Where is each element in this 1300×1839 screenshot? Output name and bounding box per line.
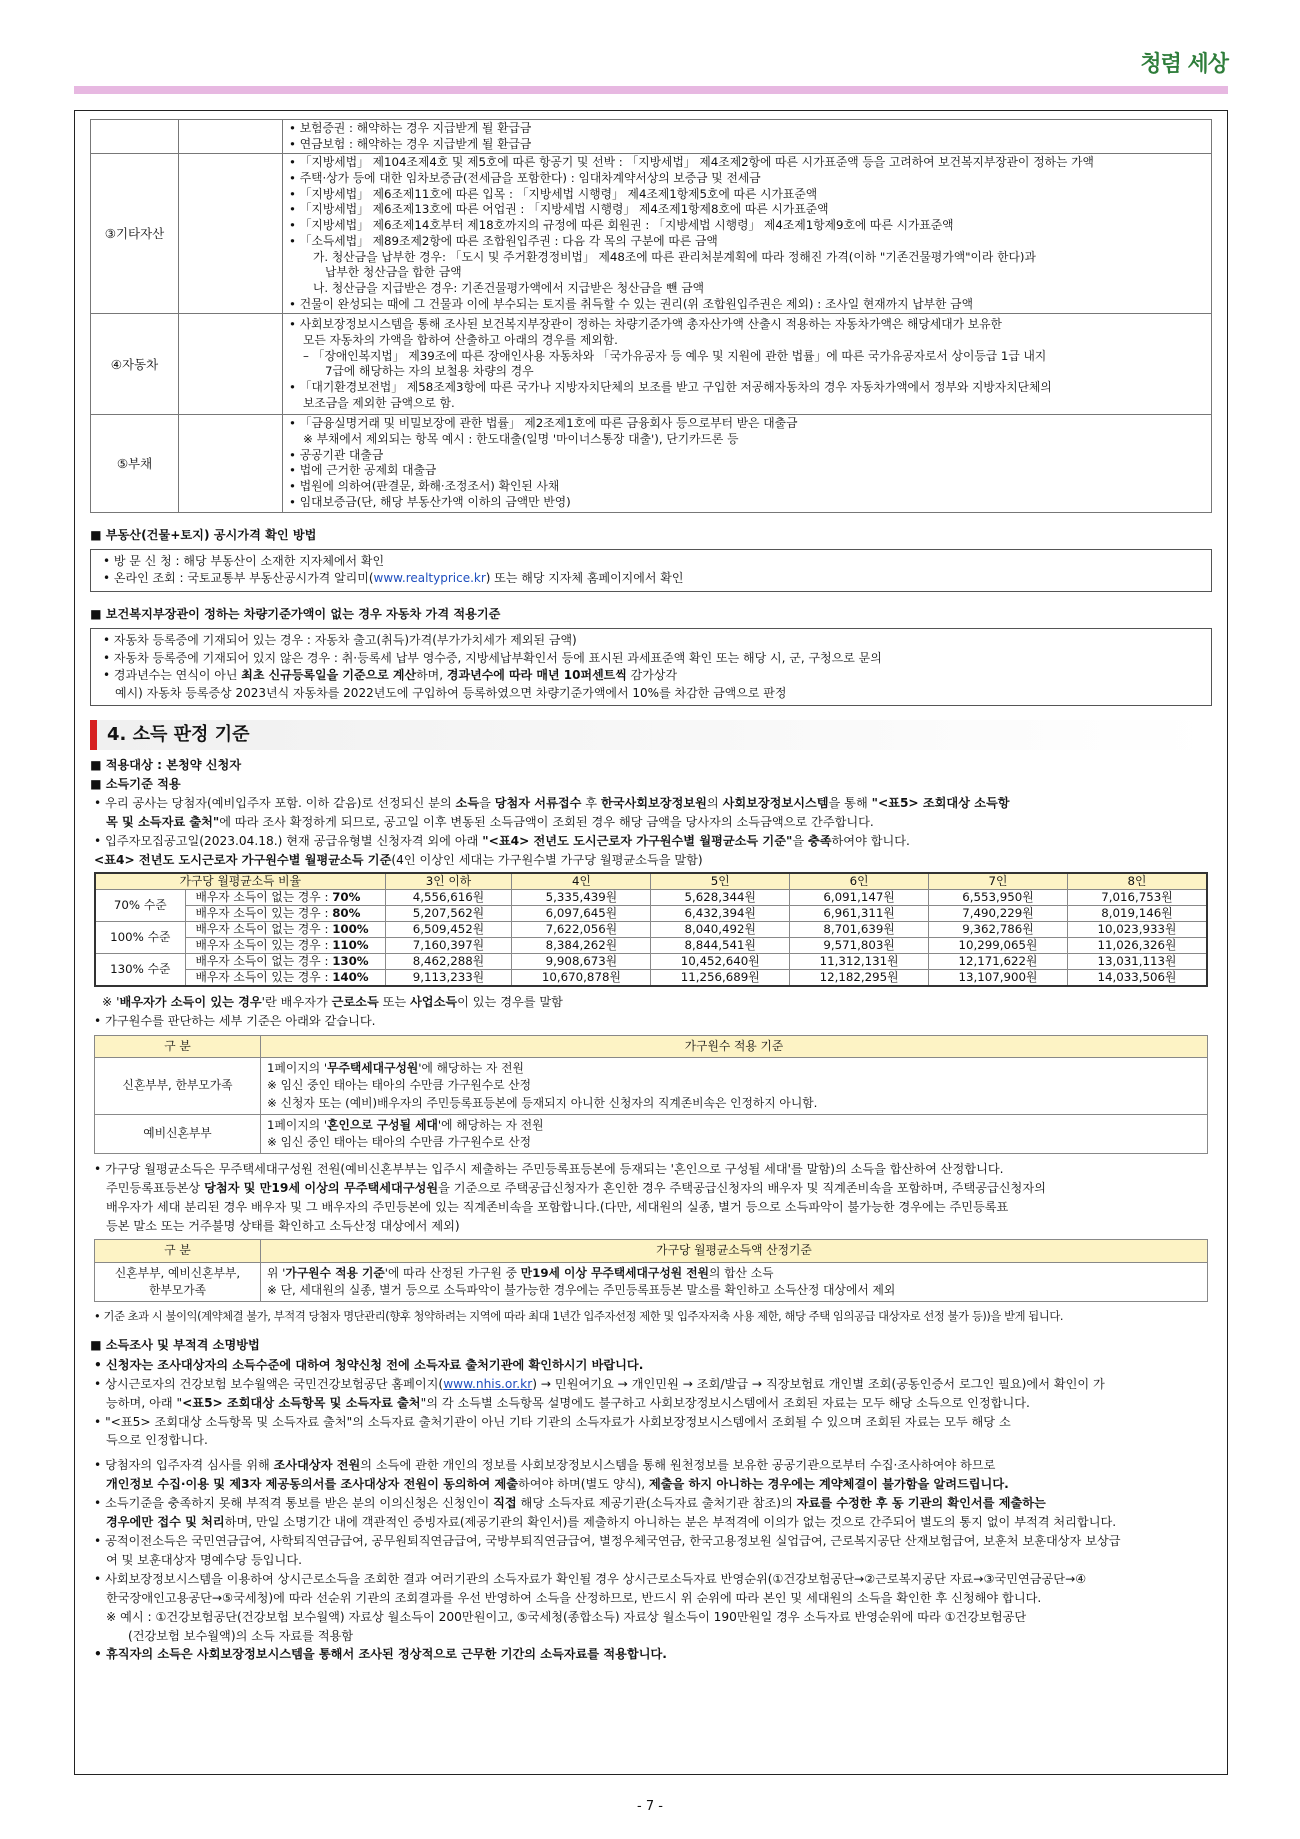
- table-row: [91, 120, 1212, 154]
- vehicle-box: • 자동차 등록증에 기재되어 있는 경우 : 자동차 출고(취득)가격(부가가치세가 제외된 금액) • 자동차 등록증에 기재되어 있지 않은 경우 : 취·등록세 납부 영수증, 지방세납부확인서 등에 표시된 과세표준액 확인 또는 해당 시, 군, 구청으로 문의 • 경과년수는 연식이 아닌 최초 신규등록일을 기준으로 계산하며, 경과년수에 따라 매년 10퍼센트씩 감가상각 예시) 자동차 등록증상 2023년식 자동차를 2022년도에 구입하여 등록하였으면 차량기준가액에서 10%를 차감한 금액으로 판정: [90, 628, 1212, 706]
- row-body: • 「금융실명거래 및 비밀보장에 관한 법률」 제2조제1호에 따른 금융회사 등으로부터 받은 대출금 ※ 부채에서 제외되는 항목 예시 : 한도대출(일명 '마이너스통장 대출'), 단기카드론 등 • 공공기관 대출금 • 법에 근거한 공제회 대출금 • 법원에 의하여(판결문, 화해·조정조서) 확인된 사채 • 임대보증금(단, 해당 부동산가액 이하의 금액만 반영): [283, 415, 1212, 512]
- page-number: - 7 -: [637, 1799, 663, 1814]
- row-label: [91, 120, 179, 154]
- table-header-row: 구 분 가구원수 적용 기준: [95, 1036, 1208, 1058]
- table-row: 130% 수준 배우자 소득이 없는 경우 : 130% 8,462,288원 9,908,673원 10,452,640원 11,312,131원 12,171,622원 13,031,113원: [95, 954, 1207, 970]
- row-label: ⑤부채: [91, 415, 179, 512]
- table-header-row: 구 분 가구당 월평균소득액 산정기준: [95, 1240, 1208, 1262]
- household-table: [94, 1035, 1208, 1154]
- survey-heading: ■ 소득조사 및 부적격 소명방법: [90, 1338, 260, 1353]
- realestate-box: • 방 문 신 청 : 해당 부동산이 소재한 지자체에서 확인 • 온라인 조회 : 국토교통부 부동산공시가격 알리미(www.realtyprice.kr) 또는 해당 지자체 홈페이지에서 확인: [90, 549, 1212, 592]
- table-header-row: 가구당 월평균소득 비율 3인 이하 4인 5인 6인 7인 8인: [95, 873, 1207, 890]
- table-row: 신혼부부, 한부모가족 1페이지의 '무주택세대구성원'에 해당하는 자 전원 ※ 임신 중인 태아는 태아의 수만큼 가구원수로 산정 ※ 신청자 또는 (예비)배우자의 주민등록표등본에 등재되지 아니한 신청자의 직계존비속은 인정하지 아니함.: [95, 1058, 1208, 1114]
- table-row: 배우자 소득이 있는 경우 : 110% 7,160,397원 8,384,262원 8,844,541원 9,571,803원 10,299,065원 11,026,326원: [95, 938, 1207, 954]
- nhis-link[interactable]: www.nhis.or.kr: [443, 1376, 533, 1391]
- realestate-heading: ■ 부동산(건물+토지) 공시가격 확인 방법: [90, 527, 317, 542]
- row-label: ③기타자산: [91, 154, 179, 314]
- table-row: 신혼부부, 예비신혼부부, 한부모가족 위 '가구원수 적용 기준'에 따라 산정된 가구원 중 만19세 이상 무주택세대구성원 전원의 합산 소득 ※ 단, 세대원의 실종, 별거 등으로 소득파악이 불가능한 경우에는 주민등록표등본 말소를 확인하고 소득산정 대상에서 제외: [95, 1262, 1208, 1301]
- table-row: 배우자 소득이 있는 경우 : 80% 5,207,562원 6,097,645원 6,432,394원 6,961,311원 7,490,229원 8,019,146원: [95, 906, 1207, 922]
- table-row: [91, 154, 1212, 314]
- table-row: [91, 415, 1212, 512]
- table-caption: <표4> 전년도 도시근로자 가구원수별 월평균소득 기준: [94, 852, 392, 867]
- realtyprice-link[interactable]: www.realtyprice.kr: [373, 571, 486, 586]
- table-row: 예비신혼부부 1페이지의 '혼인으로 구성될 세대'에 해당하는 자 전원 ※ 임신 중인 태아는 태아의 수만큼 가구원수로 산정: [95, 1114, 1208, 1153]
- asset-table: [90, 119, 1212, 513]
- table-row: 배우자 소득이 있는 경우 : 140% 9,113,233원 10,670,878원 11,256,689원 12,182,295원 13,107,900원 14,033,506원: [95, 970, 1207, 987]
- survey-section: • 신청자는 조사대상자의 소득수준에 대하여 청약신청 전에 소득자료 출처기관에 확인하시기 바랍니다. • 상시근로자의 건강보험 보수월액은 국민건강보험공단 홈페이지(www.nhis.or.kr) → 민원여기요 → 개인민원 → 조회/발급 → 직장보험료 개인별 조회(공동인증서 로그인 필요)에서 확인이 가 능하며, 아래 "<표5> 조회대상 소득항목 및 소득자료 출처"의 각 소득별 소득항목 설명에도 불구하고 사회보장정보시스템에서 조회된 자료는 모두 해당 소득으로 인정합니다. • "<표5> 조회대상 소득항목 및 소득자료 출처"의 소득자료 출처기관이 아닌 기타 기관의 소득자료가 사회보장정보시스템에서 조회될 수 있으며 조회된 자료는 모두 해당 소 득으로 인정합니다. • 당첨자의 입주자격 심사를 위해 조사대상자 전원의 소득에 관한 개인의 정보를 사회보장정보시스템을 통해 원천정보를 보유한 공공기관으로부터 수집·조사하여야 하므로 개인정보 수집·이용 및 제3자 제공동의서를 조사대상자 전원이 동의하여 제출하여야 하며(별도 양식), 제출을 하지 아니하는 경우에는 계약체결이 불가함을 알려드립니다. • 소득기준을 충족하지 못해 부적격 통보를 받은 분의 이의신청은 신청인이 직접 해당 소득자료 제공기관(소득자료 출처기관 참조)의 자료를 수정한 후 동 기관의 확인서를 제출하는 경우에만 접수 및 처리하며, 만일 소명기간 내에 객관적인 증빙자료(제공기관의 확인서)를 제출하지 아니하는 분은 부적격에 이의가 없는 것으로 간주되어 별도의 통지 없이 부적격 처리합니다. • 공적이전소득은 국민연금급여, 사학퇴직연금급여, 공무원퇴직연금급여, 국방부퇴직연금급여, 별정우체국연금, 한국고용정보원 실업급여, 근로복지공단 산재보험급여, 보훈처 보훈대상자 보상급 여 및 보훈대상자 명예수당 등입니다. • 사회보장정보시스템을 이용하여 상시근로소득을 조회한 결과 여러기관의 소득자료가 확인될 경우 상시근로소득자료 반영순위(①건강보험공단→②근로복지공단 자료→③국민연금공단→④ 한국장애인고용공단→⑤국세청)에 따라 선순위 기관의 조회결과를 우선 반영하여 소득을 산정하므로, 반드시 위 순위에 따라 본인 및 세대원의 소득을 확인한 후 신청해야 합니다. ※ 예시 : ①건강보험공단(건강보험 보수월액) 자료상 월소득이 200만원이고, ⑤국세청(종합소득) 자료상 월소득이 190만원일 경우 소득자료 반영순위에 따라 ①건강보험공단 (건강보험 보수월액)의 소득 자료를 적용함 • 휴직자의 소득은 사회보장정보시스템을 통해서 조사된 정상적으로 근무한 기간의 소득자료를 적용합니다.: [94, 1357, 1121, 1662]
- row-body: • 「지방세법」 제104조제4호 및 제5호에 따른 항공기 및 선박 : 「지방세법」 제4조제2항에 따른 시가표준액 등을 고려하여 보건복지부장관이 정하는 가액 • 주택·상가 등에 대한 임차보증금(전세금을 포함한다) : 임대차계약서상의 보증금 및 전세금 • 「지방세법」 제6조제11호에 따른 입목 : 「지방세법 시행령」 제4조제1항제5호에 따른 시가표준액 • 「지방세법」 제6조제13호에 따른 어업권 : 「지방세법 시행령」 제4조제1항제8호에 따른 시가표준액 • 「지방세법」 제6조제14호부터 제18호까지의 규정에 따른 회원권 : 「지방세법 시행령」 제4조제1항제9호에 따른 시가표준액 • 「소득세법」 제89조제2항에 따른 조합원입주권 : 다음 각 목의 구분에 따른 금액 가. 청산금을 납부한 경우: 「도시 및 주거환경정비법」 제48조에 따른 관리처분계획에 따라 정해진 가격(이하 "기존건물평가액"이라 한다)과 납부한 청산금을 합한 금액 나. 청산금을 지급받은 경우: 기존건물평가액에서 지급받은 청산금을 뺀 금액 • 건물이 완성되는 때에 그 건물과 이에 부수되는 토지를 취득할 수 있는 권리(위 조합원입주권은 제외) : 조사일 현재까지 납부한 금액: [283, 154, 1212, 314]
- chapter-title: 4. 소득 판정 기준: [90, 720, 1212, 750]
- logo: [1140, 50, 1228, 80]
- row-body: • 사회보장정보시스템을 통해 조사된 보건복지부장관이 정하는 차량기준가액 총자산가액 산출시 적용하는 자동차가액은 해당세대가 보유한 모든 자동차의 가액을 합하여 산출하고 아래의 경우를 제외함. – 「장애인복지법」 제39조에 따른 장애인사용 자동차와 「국가유공자 등 예우 및 지원에 관한 법률」에 따른 국가유공자로서 상이등급 1급 내지 7급에 해당하는 자의 보철용 차량의 경우 • 「대기환경보전법」 제58조제3항에 따른 국가나 지방자치단체의 보조를 받고 구입한 저공해자동차의 경우 자동차가액에서 정부와 지방자치단체의 보조금을 제외한 금액으로 함.: [283, 314, 1212, 415]
- table-row: [91, 314, 1212, 415]
- page-content: • 보험증권 : 해약하는 경우 지급받게 될 환급금 • 연금보험 : 해약하는 경우 지급받게 될 환급금 ③기타자산 • 「지방세법」 제104조제4호 및 제5호에 따른 항공기 및 선박 : 「지방세법」 제4조제2항에 따른 시가표준액 등을 고려하여 보건복지부장관이 정하는 가액 • 주택·상가 등에 대한 임차보증금(전세금을 포함한다) : 임대차계약서상의 보증금 및 전세금 • 「지방세법」 제6조제11호에 따른 입목 : 「지방세법 시행령」 제4조제1항제5호에 따른 시가표준액 • 「지방세법」 제6조제13호에 따른 어업권 : 「지방세법 시행령」 제4조제1항제8호에 따른 시가표준액 • 「지방세법」 제6조제14호부터 제18호까지의 규정에 따른 회원권 : 「지방세법 시행령」 제4조제1항제9호에 따른 시가표준액 • 「소득세법」 제89조제2항에 따른 조합원입주권 : 다음 각 목의 구분에 따른 금액 가. 청산금을 납부한 경우: 「도시 및 주거환경정비법」 제48조에 따른 관리처분계획에 따라 정해진 가격(이하 "기존건물평가액"이라 한다)과 납부한 청산금을 합한 금액 나. 청산금을 지급받은 경우: 기존건물평가액에서 지급받은 청산금을 뺀 금액 • 건물이 완성되는 때에 그 건물과 이에 부수되는 토지를 취득할 수 있는 권리(위 조합원입주권은 제외) : 조사일 현재까지 납부한 금액 ④자동차 • 사회보장정보시스템을 통해 조사된 보건복지부장관이 정하는 차량기준가액 총자산가액 산출시 적용하는 자동차가액은 해당세대가 보유한 모든 자동차의 가액을 합하여 산출하고 아래의 경우를 제외함. – 「장애인복지법」 제39조에 따른 장애인사용 자동차와 「국가유공자 등 예우 및 지원에 관한 법률」에 따른 국가유공자로서 상이등급 1급 내지 7급에 해당하는 자의 보철용 차량의 경우 • 「대기환경보전법」 제58조제3항에 따른 국가나 지방자치단체의 보조를 받고 구입한 저공해자동차의 경우 자동차가액에서 정부와 지방자치단체의 보조금을 제외한 금액으로 함. ⑤부채 • 「금융실명거래 및 비밀보장에 관한 법률」 제2조제1호에 따른 금융회사 등으로부터 받은 대출금 ※ 부채에서 제외되는 항목 예시 : 한도대출(일명 '마이너스통장 대출'), 단기카드론 등 • 공공기관 대출금 • 법에 근거한 공제회 대출금 • 법원에 의하여(판결문, 화해·조정조서) 확인된 사채 • 임대보증금(단, 해당 부동산가액 이하의 금액만 반영) ■ 부동산(건물+토지) 공시가격 확인 방법 • 방 문 신 청 : 해당 부동산이 소재한 지자체에서 확인 • 온라인 조회 : 국토교통부 부동산공시가격 알리미(www.realtyprice.kr) 또는 해당 지자체 홈페이지에서 확인 ■ 보건복지부장관이 정하는 차량기준가액이 없는 경우 자동차 가격 적용기준 • 자동차 등록증에 기재되어 있는 경우 : 자동차 출고(취득)가격(부가가치세가 제외된 금액) • 자동차 등록증에 기재되어 있지 않은 경우 : 취·등록세 납부 영수증, 지방세납부확인서 등에 표시된 과세표준액 확인 또는 해당 시, 군, 구청으로 문의 • 경과년수는 연식이 아닌 최초 신규등록일을 기준으로 계산하며, 경과년수에 따라 매년 10퍼센트씩 감가상각 예시) 자동차 등록증상 2023년식 자동차를 2022년도에 구입하여 등록하였으면 차량기준가액에서 10%를 차감한 금액으로 판정 4. 소득 판정 기준 ■ 적용대상 : 본청약 신청자 ■ 소득기준 적용 • 우리 공사는 당첨자(예비입주자 포함. 이하 같음)로 선정되신 분의 소득을 당첨자 서류접수 후 한국사회보장정보원의 사회보장정보시스템을 통해 "<표5> 조회대상 소득항 목 및 소득자료 출처"에 따라 조사 확정하게 되므로, 공고일 이후 변동된 소득금액이 조회된 경우 해당 금액을 당사자의 소득금액으로 간주합니다. • 입주자모집공고일(2023.04.18.) 현재 공급유형별 신청자격 외에 아래 "<표4> 전년도 도시근로자 가구원수별 월평균소득 기준"을 충족하여야 합니다. <표4> 전년도 도시근로자 가구원수별 월평균소득 기준(4인 이상인 세대는 가구원수별 가구당 월평균소득을 말함) 가구당 월평균소득 비율 3인 이하 4인 5인 6인 7인 8인 70% 수준 배우자 소득이 없는 경우 : 70% 4,556,616원 5,335,439원 5,628,344원 6,091,147원 6,553,950원 7,016,753원 배우자 소득이 있는 경우 : 80% 5,207,562원 6,097,645원 6,432,394원 6,961,311원 7,490,229원 8,019,146원 100% 수준 배우자 소득이 없는 경우 : 100% 6,509,452원 7,622,056원 8,040,492원 8,701,639원 9,362,786원 10,023,933원 배우자 소득이 있는 경우 : 110% 7,160,397원 8,384,262원 8,844,541원 9,571,803원 10,299,065원 11,026,326원 130% 수준 배우자 소득이 없는 경우 : 130% 8,462,288원 9,908,673원 10,452,640원 11,312,131원 12,171,622원 13,031,113원 배우자 소득이 있는 경우 : 140% 9,113,233원 10,670,878원 11,256,689원 12,182,295원 13,107,900원 14,033,506원 ※ '배우자가 소득이 있는 경우'란 배우자가 근로소득 또는 사업소득이 있는 경우를 말함 • 가구원수를 판단하는 세부 기준은 아래와 같습니다. 구 분 가구원수 적용 기준 신혼부부, 한부모가족 1페이지의 '무주택세대구성원'에 해당하는 자 전원 ※ 임신 중인 태아는 태아의 수만큼 가구원수로 산정 ※ 신청자 또는 (예비)배우자의 주민등록표등본에 등재되지 아니한 신청자의 직계존비속은 인정하지 아니함. 예비신혼부부 1페이지의 '혼인으로 구성될 세대'에 해당하는 자 전원 ※ 임신 중인 태아는 태아의 수만큼 가구원수로 산정 • 가구당 월평균소득은 무주택세대구성원 전원(예비신혼부부는 입주시 제출하는 주민등록표등본에 등재되는 '혼인으로 구성될 세대'를 말함)의 소득을 합산하여 산정합니다. 주민등록표등본상 당첨자 및 만19세 이상의 무주택세대구성원을 기준으로 주택공급신청자가 혼인한 경우 주택공급신청자의 배우자 및 직계존비속을 포함하며, 주택공급신청자의 배우자가 세대 분리된 경우 배우자 및 그 배우자의 주민등본에 있는 직계존비속을 포함합니다.(다만, 세대원의 실종, 별거 등으로 소득파악이 불가능한 경우에는 주민등록표 등본 말소 또는 거주불명 상태를 확인하고 소득산정 대상에서 제외) 구 분 가구당 월평균소득액 산정기준 신혼부부, 예비신혼부부, 한부모가족 위 '가구원수 적용 기준'에 따라 산정된 가구원 중 만19세 이상 무주택세대구성원 전원의 합산 소득 ※ 단, 세대원의 실종, 별거 등으로 소득파악이 불가능한 경우에는 주민등록표등본 말소를 확인하고 소득산정 대상에서 제외 • 기준 초과 시 불이익(계약체결 불가, 부적격 당첨자 명단관리(향후 청약하려는 지역에 따라 최대 1년간 입주자선정 제한 및 입주자저축 사용 제한, 해당 주택 임의공급 대상자로 선정 불가 등))을 받게 됩니다. ■ 소득조사 및 부적격 소명방법 • 신청자는 조사대상자의 소득수준에 대하여 청약신청 전에 소득자료 출처기관에 확인하시기 바랍니다. • 상시근로자의 건강보험 보수월액은 국민건강보험공단 홈페이지(www.nhis.or.kr) → 민원여기요 → 개인민원 → 조회/발급 → 직장보험료 개인별 조회(공동인증서 로그인 필요)에서 확인이 가 능하며, 아래 "<표5> 조회대상 소득항목 및 소득자료 출처"의 각 소득별 소득항목 설명에도 불구하고 사회보장정보시스템에서 조회된 자료는 모두 해당 소득으로 인정합니다. • "<표5> 조회대상 소득항목 및 소득자료 출처"의 소득자료 출처기관이 아닌 기타 기관의 소득자료가 사회보장정보시스템에서 조회될 수 있으며 조회된 자료는 모두 해당 소 득으로 인정합니다. • 당첨자의 입주자격 심사를 위해 조사대상자 전원의 소득에 관한 개인의 정보를 사회보장정보시스템을 통해 원천정보를 보유한 공공기관으로부터 수집·조사하여야 하므로 개인정보 수집·이용 및 제3자 제공동의서를 조사대상자 전원이 동의하여 제출하여야 하며(별도 양식), 제출을 하지 아니하는 경우에는 계약체결이 불가함을 알려드립니다. • 소득기준을 충족하지 못해 부적격 통보를 받은 분의 이의신청은 신청인이 직접 해당 소득자료 제공기관(소득자료 출처기관 참조)의 자료를 수정한 후 동 기관의 확인서를 제출하는 경우에만 접수 및 처리하며, 만일 소명기간 내에 객관적인 증빙자료(제공기관의 확인서)를 제출하지 아니하는 분은 부적격에 이의가 없는 것으로 간주되어 별도의 통지 없이 부적격 처리합니다. • 공적이전소득은 국민연금급여, 사학퇴직연금급여, 공무원퇴직연금급여, 국방부퇴직연금급여, 별정우체국연금, 한국고용정보원 실업급여, 근로복지공단 산재보험급여, 보훈처 보훈대상자 보상급 여 및 보훈대상자 명예수당 등입니다. • 사회보장정보시스템을 이용하여 상시근로소득을 조회한 결과 여러기관의 소득자료가 확인될 경우 상시근로소득자료 반영순위(①건강보험공단→②근로복지공단 자료→③국민연금공단→④ 한국장애인고용공단→⑤국세청)에 따라 선순위 기관의 조회결과를 우선 반영하여 소득을 산정하므로, 반드시 위 순위에 따라 본인 및 세대원의 소득을 확인한 후 신청해야 합니다. ※ 예시 : ①건강보험공단(건강보험 보수월액) 자료상 월소득이 200만원이고, ⑤국세청(종합소득) 자료상 월소득이 190만원일 경우 소득자료 반영순위에 따라 ①건강보험공단 (건강보험 보수월액)의 소득 자료를 적용함 • 휴직자의 소득은 사회보장정보시스템을 통해서 조사된 정상적으로 근무한 기간의 소득자료를 적용합니다.: [90, 119, 1212, 1664]
- row-body: • 보험증권 : 해약하는 경우 지급받게 될 환급금 • 연금보험 : 해약하는 경우 지급받게 될 환급금: [283, 120, 1212, 154]
- avg-income-table: [94, 1239, 1208, 1301]
- income-section: ■ 적용대상 : 본청약 신청자 ■ 소득기준 적용 • 우리 공사는 당첨자(예비입주자 포함. 이하 같음)로 선정되신 분의 소득을 당첨자 서류접수 후 한국사회보장정보원의 사회보장정보시스템을 통해 "<표5> 조회대상 소득항 목 및 소득자료 출처"에 따라 조사 확정하게 되므로, 공고일 이후 변동된 소득금액이 조회된 경우 해당 금액을 당사자의 소득금액으로 간주합니다. • 입주자모집공고일(2023.04.18.) 현재 공급유형별 신청자격 외에 아래 "<표4> 전년도 도시근로자 가구원수별 월평균소득 기준"을 충족하여야 합니다. <표4> 전년도 도시근로자 가구원수별 월평균소득 기준(4인 이상인 세대는 가구원수별 가구당 월평균소득을 말함): [90, 758, 1010, 867]
- income-table: [94, 872, 1208, 987]
- logo-text: 청렴 세상: [1140, 52, 1228, 77]
- row-label: ④자동차: [91, 314, 179, 415]
- table-row: 100% 수준 배우자 소득이 없는 경우 : 100% 6,509,452원 7,622,056원 8,040,492원 8,701,639원 9,362,786원 10,023,933원: [95, 922, 1207, 938]
- vehicle-heading: ■ 보건복지부장관이 정하는 차량기준가액이 없는 경우 자동차 가격 적용기준: [90, 606, 501, 621]
- table-row: 70% 수준 배우자 소득이 없는 경우 : 70% 4,556,616원 5,335,439원 5,628,344원 6,091,147원 6,553,950원 7,016,753원: [95, 890, 1207, 906]
- header-rule: [74, 86, 1228, 94]
